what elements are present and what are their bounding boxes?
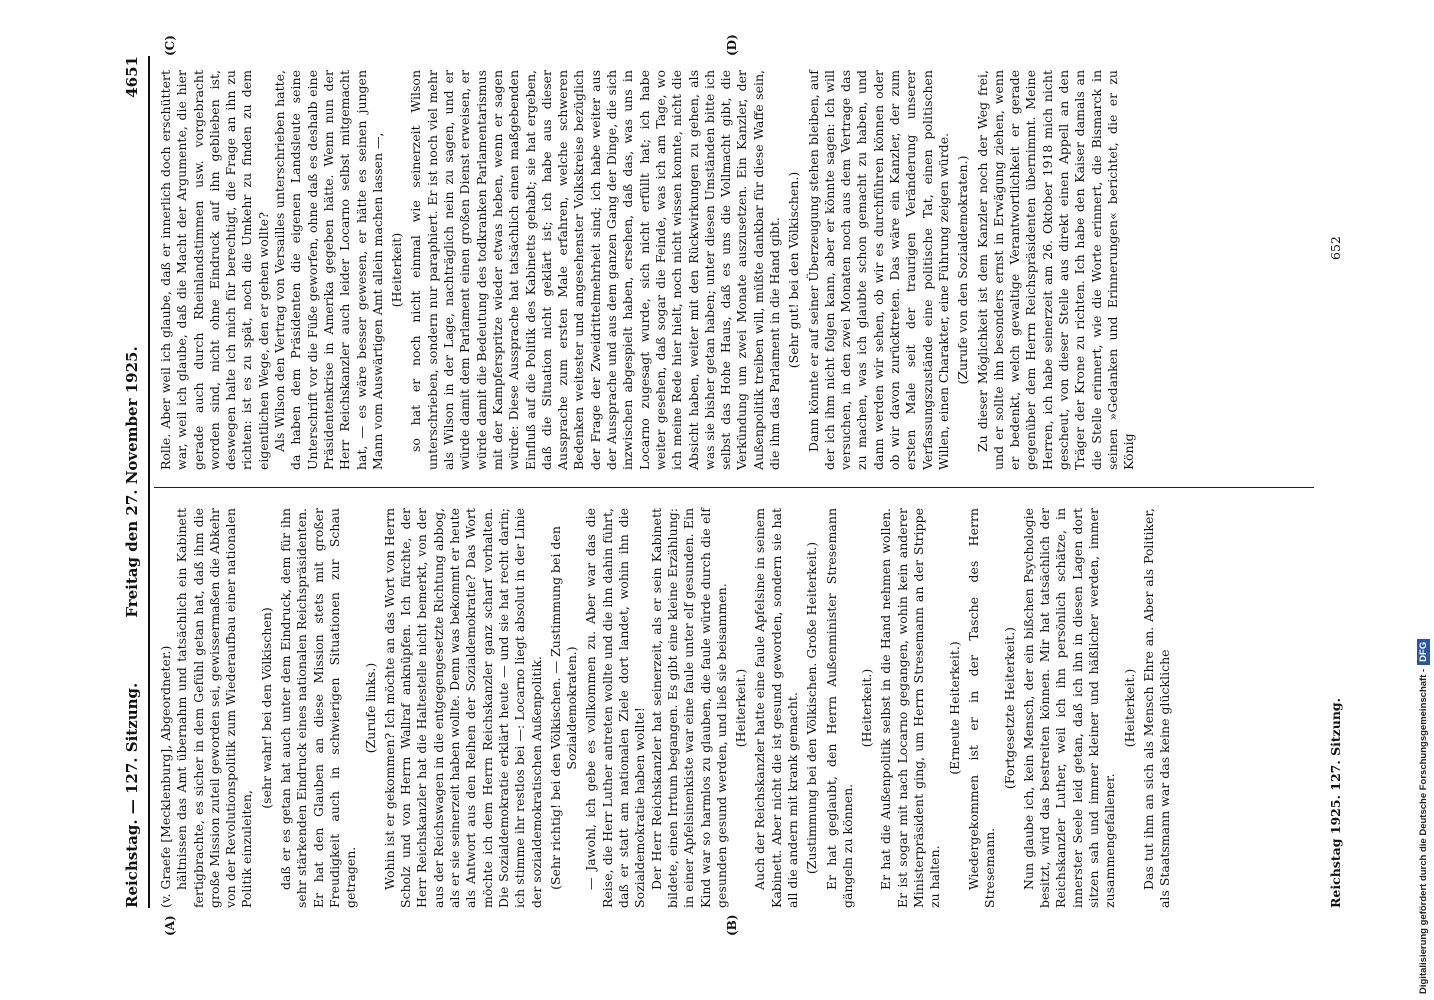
left-paragraph: daß er es getan hat auch unter dem Eindruck, dem für ihn sehr stärkenden Eindruck eines nationalen Reichspräsidenten. Er hat den Glauben an diese Mission stets mit großer Freudigkeit auch in schwierigen Situationen zur Schau getragen.	[278, 508, 359, 908]
left-paragraph: Er hat die Außenpolitik selbst in die Hand nehmen wollen. Er ist sogar mit nach Locarno gegangen, wohin kein anderer Ministerpräsident ging, um Herrn Stresemann an der Strippe zu halten.	[878, 508, 943, 908]
dfg-badge: DFG	[1417, 639, 1430, 665]
left-interjection: (Fortgesetzte Heiterkeit.)	[1001, 626, 1017, 790]
right-paragraph: Zu dieser Möglichkeit ist dem Kanzler noch der Weg frei, und er sollte ihn besonders ernst in Erwägung ziehen, wenn er bedenkt, welch gewaltige Verantwortlichkeit er gerade gegenüber dem Herrn Reichspräsidenten übernimmt. Meine Herren, ich habe seinerzeit am 26. Oktober 1918 mich nicht gescheut, von dieser Stelle aus direkt einen Appell an den Träger der Krone zu richten. Ich habe den Kaiser damals an die Stelle erinnert, wie die Worte erinnert, die Bismarck in seinen »Gedanken und Erinnerungen« berichtet, die er zu König	[974, 70, 1137, 470]
left-interjection: (Zurufe links.)	[362, 662, 378, 754]
left-paragraph: Auch der Reichskanzler hatte eine faule Apfelsine in seinem Kabinett. Aber nicht die ist gesund geworden, sondern sie hat all die andern mit krank gemacht.	[752, 508, 800, 908]
digitization-sidebar	[1415, 6, 1433, 994]
document-page	[118, 34, 1358, 936]
left-paragraph: Wiedergekommen ist er in der Tasche des Herrn Stresemann.	[965, 508, 998, 908]
left-paragraph: Nun glaube ich, kein Mensch, der ein bißchen Psychologie besitzt, wird das bestreiten können. Mir hat tatsächlich der Reichskanzler Luther, weil ich ihn persönlich schätze, in innerster Seele leid getan, daß ich ihn in diesen Lagen dort sitzen sah und immer kleiner und häßlicher werden, immer zusammengefallener.	[1020, 508, 1118, 908]
header-rule	[148, 56, 150, 908]
left-interjection: (Heiterkeit.)	[859, 668, 875, 748]
signature-mark: 652	[1328, 236, 1343, 260]
right-paragraph: Dann könnte er auf seiner Überzeugung stehen bleiben, auf der ich ihm nicht folgen kann, aber er könnte sagen: Ich will versuchen, in den zwei Monaten noch aus dem Vertrage das zu machen, was ich glaubte schon gemacht zu haben, und dann werden wir sehen, ob wir es durchführen können oder ob wir davon zurücktreten. Das wäre ein Kanzler, der zum ersten Male seit der traurigen Veränderung unserer Verfassungszustände eine politische Tat, einen politischen Willen, einen Charakter, eine Führung zeigen würde.	[805, 70, 951, 470]
right-paragraph: Als Wilson den Vertrag von Versailles unterschrieben hatte, da haben dem Präsidenten die eigenen Landsleute seine Unterschrift vor die Füße geworfen, ohne daß es deshalb eine Präsidentenkrise in Amerika gegeben hätte. Wenn nun der Herr Reichskanzler auch leider Locarno selbst mitgemacht hat, — es wäre besser gewesen, er hätte es seinen jungen Mann vom Auswärtigen Amt allein machen lassen —,	[272, 70, 385, 470]
left-paragraph: Der Herr Reichskanzler hat seinerzeit, als er sein Kabinett bildete, einen Irrtum begangen. Es gibt eine kleine Erzählung: in einer Apfelsinenkiste war eine faule unter elf gesunden. Ein Kind war so harmlos zu glauben, die faule würde durch die elf gesunden gesund werden, und ließ sie beisammen.	[648, 508, 729, 908]
left-interjection: (Zustimmung bei den Völkischen. Große Heiterkeit.)	[804, 541, 820, 875]
page-header	[118, 56, 148, 908]
left-interjection: (sehr wahr! bei den Völkischen)	[258, 607, 274, 809]
page-footer	[1326, 56, 1350, 908]
right-interjection: (Sehr gut! bei den Völkischen.)	[786, 171, 802, 369]
left-paragraph: — Jawohl, ich gebe es vollkommen zu. Aber war das die Reise, die Herr Luther antreten wollte und die ihn dahin führt, daß er statt am nationalen Ziele dort landet, wohin ihn die Sozialdemokratie haben wollte!	[583, 508, 648, 908]
header-date: Freitag den 27. November 1925.	[123, 346, 141, 618]
right-paragraph: so hat er noch nicht einmal wie seinerzeit Wilson unterschrieben, sondern nur paraphiert. Er ist noch viel mehr als Wilson in der Lage, nachträglich nein zu sagen, und er würde damit dem Parlament einen großen Dienst erweisen, er würde damit die Bedeutung des todkranken Parlamentarismus mit der Kampferspritze wieder etwas heben, wenn er sagen würde: Diese Aussprache hat tatsächlich einen maßgebenden Einfluß auf die Politik des Kabinetts gehabt; sie hat ergeben, daß die Situation nicht geklärt ist; ich habe aus dieser Aussprache zum ersten Male erfahren, welche schweren Bedenken weitester und angesehenster Volkskreise bezüglich der Frage der Zweidrittelmehrheit sind; ich habe weiter aus der Aussprache und aus dem ganzen Gang der Dinge, die sich inzwischen abgespielt haben, ersehen, daß das, was uns in Locarno zugesagt wurde, sich nicht erfüllt hat; ich habe weiter gesehen, daß sogar die Feinde, was ich am Tage, wo ich meine Rede hier hielt, noch nicht wissen konnte, nicht die Absicht haben, weiter mit den Rückwirkungen zu gehen, als was sie bisher getan haben; unter diesen Umständen bitte ich selbst das Hohe Haus, daß es uns die Vollmacht gibt, die Verkündung um zwei Monate auszusetzen. Ein Kanzler, der Außenpolitik treiben will, müßte dankbar für diese Waffe sein, die ihm das Parlament in die Hand gibt.	[408, 70, 782, 470]
right-interjection: (Heiterkeit)	[389, 232, 405, 308]
header-session: Reichstag. — 127. Sitzung.	[123, 682, 141, 908]
right-interjection: (Zurufe von den Sozialdemokraten.)	[955, 155, 971, 385]
right-column	[158, 70, 1138, 470]
left-paragraph: Wohin ist er gekommen? Ich möchte an das Wort von Herrn Scholz und von Herrn Wallraf anknüpfen. Ich fürchte, der Herr Reichskanzler hat die Haltestelle nicht bemerkt, von der aus der Reichswagen in die entgegengesetzte Richtung abbog, als er sie seinerzeit haben wollte. Denn was bekommt er heute als Antwort aus den Reihen der Sozialdemokratie? Das Wort möchte ich dem Herrn Reichskanzler ganz scharf vorhalten. Die Sozialdemokratie erklärt heute — und sie hat recht darin; ich stimme ihr restlos bei —: Locarno liegt absolut in der Linie der sozialdemokratischen Außenpolitik.	[381, 508, 544, 908]
column-divider	[154, 487, 1314, 488]
left-paragraph: Er hat geglaubt, den Herrn Außenminister Stresemann gängeln zu können.	[823, 508, 855, 908]
page-number: 4651	[123, 56, 141, 98]
margin-mark-c: (C)	[163, 35, 177, 56]
margin-mark-b: (B)	[725, 914, 739, 936]
left-interjection: (Erneute Heiterkeit.)	[946, 641, 962, 775]
digitization-note	[1415, 6, 1433, 994]
left-paragraph: Das tut ihm an sich als Mensch Ehre an. Aber als Politiker, als Staatsmann war das keine glückliche	[1140, 508, 1173, 908]
left-paragraph: (v. Graefe [Mecklenburg], Abgeordneter.)	[158, 645, 173, 908]
right-paragraph: Rolle. Aber weil ich glaube, daß er innerlich doch erschüttert war, weil ich glaube, daß die Macht der Argumente, die hier gerade auch durch Rheinlandstimmen usw. vorgebracht worden sind, nicht ohne Eindruck auf ihn geblieben ist, deswegen halte ich mich für berechtigt, die Frage an ihn zu richten: ist es zu spät, noch die Umkehr zu finden zu dem eigentlichen Wege, den er gehen wollte?	[158, 70, 271, 470]
footer-volume: Reichstag 1925. 127. Sitzung.	[1328, 698, 1343, 908]
left-interjection: (Heiterkeit.)	[733, 668, 749, 748]
left-paragraph: hältnissen das Amt übernahm und tatsächlich ein Kabinett fertigbrachte, es sicher in dem Gefühl getan hat, daß ihm die große Mission zuteil geworden sei, gewissermaßen die Abkehr von der Revolutionspolitik zum Wiederaufbau einer nationalen Politik einzuleiten,	[174, 508, 255, 908]
left-interjection: (Heiterkeit.)	[1121, 668, 1137, 748]
left-column	[158, 508, 1174, 908]
digitization-text: Digitalisierung gefördert durch die Deutsche Forschungsgemeinschaft -	[1418, 668, 1429, 994]
left-interjection: (Sehr richtig! bei den Völkischen. — Zustimmung bei den Sozialdemokraten.)	[547, 526, 580, 890]
margin-mark-a: (A)	[163, 915, 177, 936]
margin-mark-d: (D)	[725, 34, 739, 56]
